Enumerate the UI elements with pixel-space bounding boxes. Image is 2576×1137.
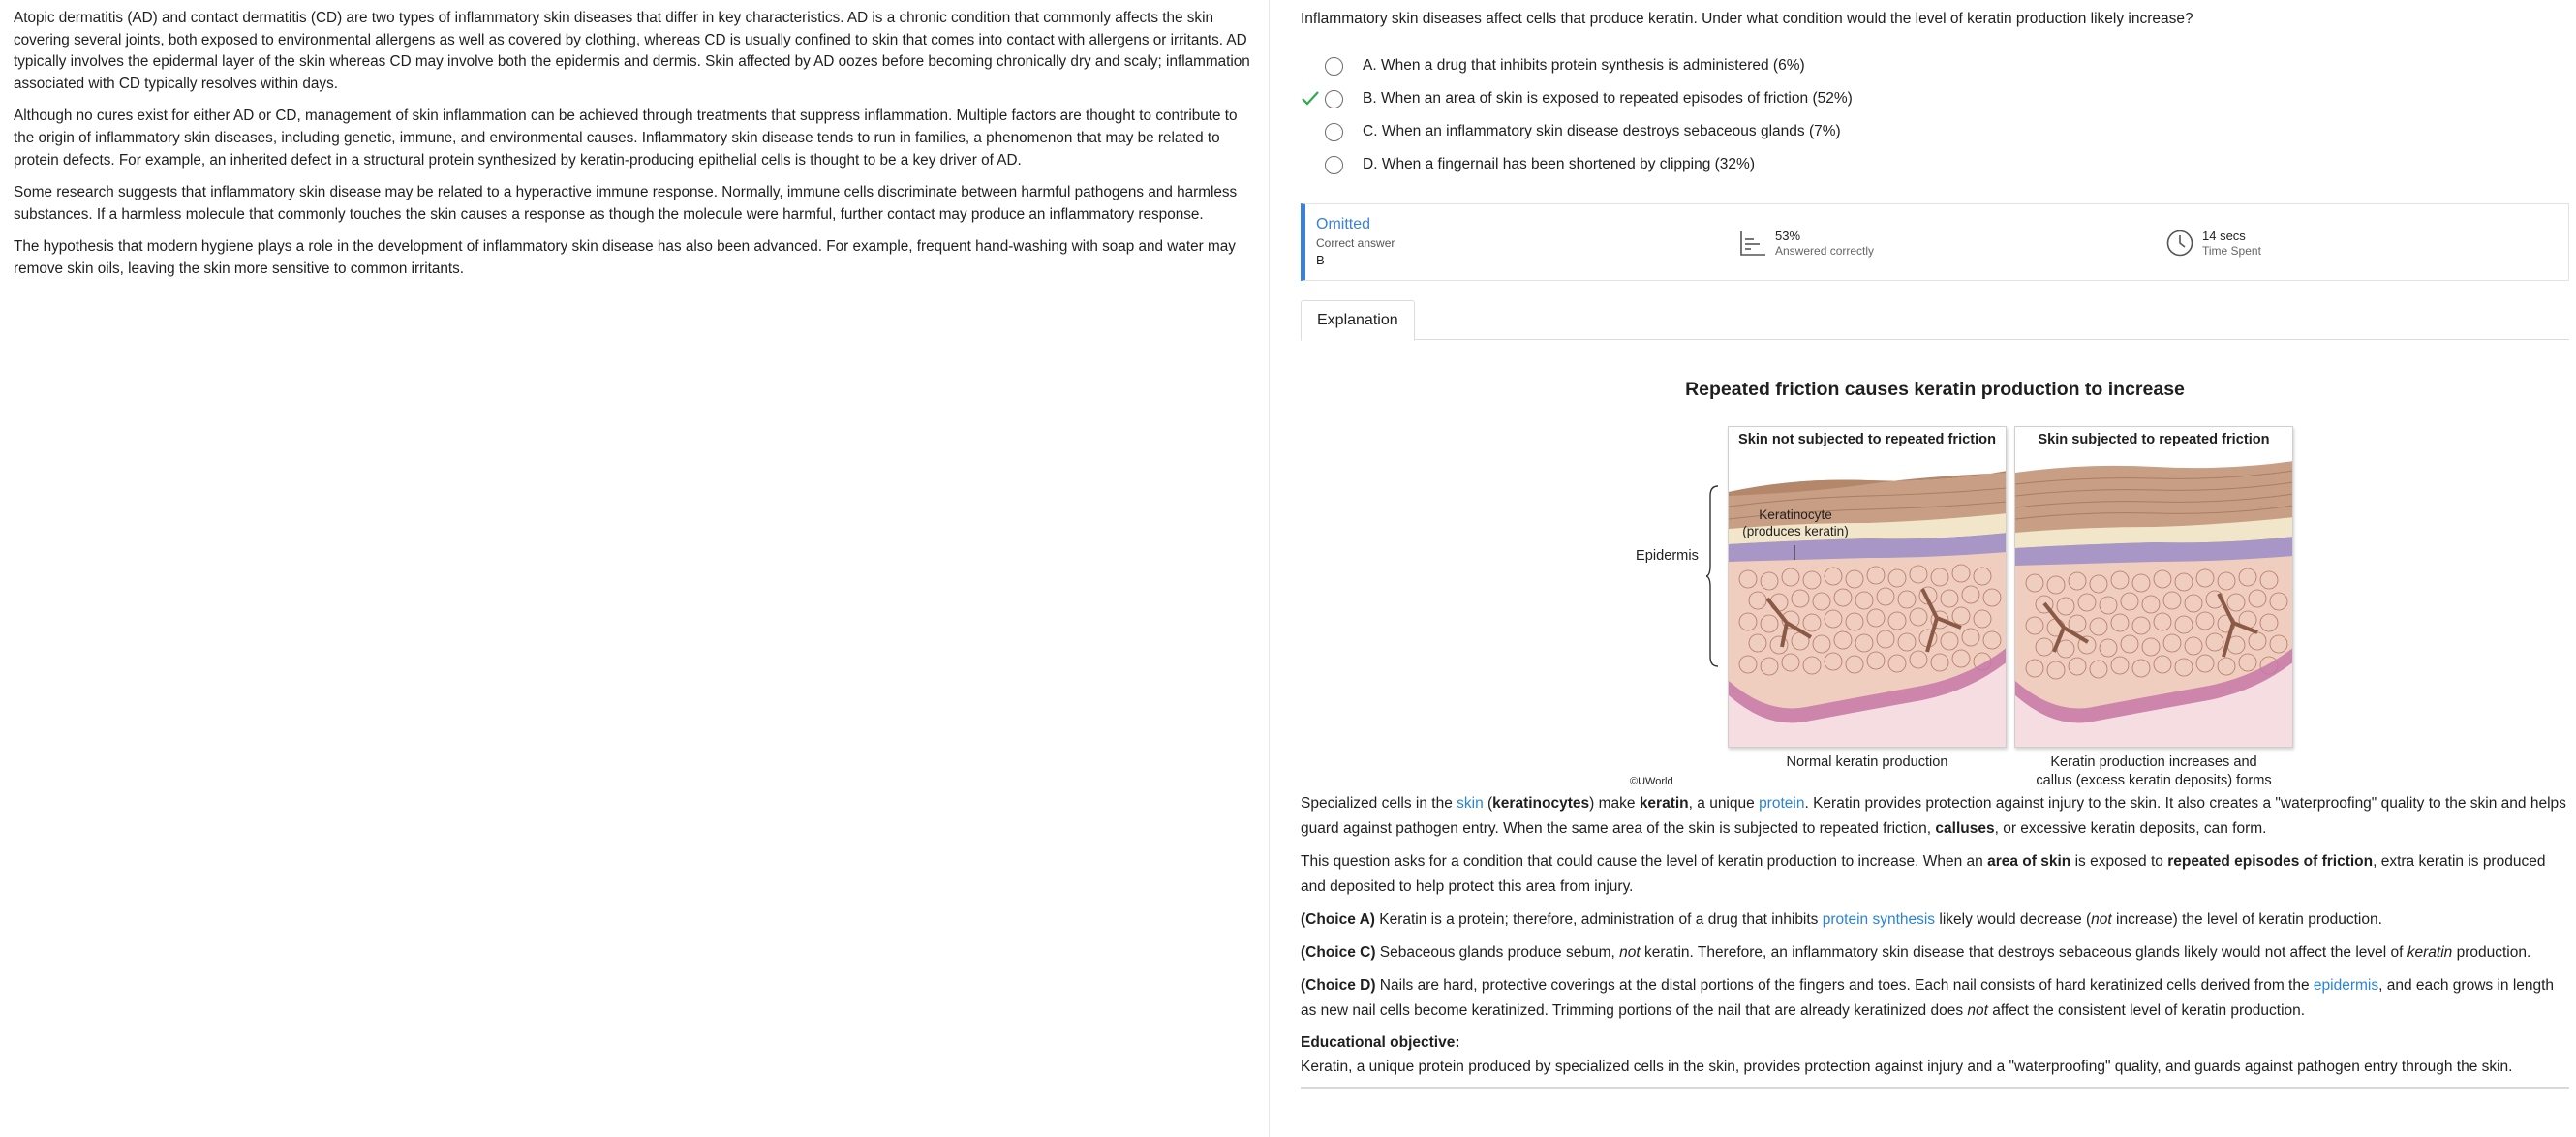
text-run: ) make — [1589, 795, 1640, 812]
clock-icon — [2165, 229, 2194, 258]
keratinocyte-label — [1723, 507, 1868, 539]
text-run: , extra keratin is produced and deposited to help protect this area from injury. — [1301, 853, 2546, 895]
copyright-notice: ©UWorld — [1630, 776, 1673, 787]
text-run: affect the consistent level of keratin production. — [1987, 1002, 2306, 1019]
choice-letter: C. — [1363, 123, 1378, 139]
panel-title: Skin subjected to repeated friction — [2015, 427, 2292, 453]
link-skin[interactable]: skin — [1457, 795, 1484, 812]
epidermis-label: Epidermis — [1636, 548, 1699, 564]
choice-letter: D. — [1363, 156, 1378, 172]
correct-answer-value: B — [1316, 253, 1325, 267]
passage-paragraph: The hypothesis that modern hygiene plays a role in the development of inflammatory skin disease has also been advanced. For example, frequent hand-washing with soap and water may remove skin oils, leaving the skin more sensitive to common irritants. — [14, 238, 1236, 277]
figure-title: Repeated friction causes keratin production to increase — [1685, 379, 2185, 400]
choice-c-explanation — [1301, 940, 2569, 966]
choice-d[interactable] — [1301, 148, 2576, 181]
choice-label: (Choice D) — [1301, 977, 1376, 994]
skin-panel-friction — [2014, 426, 2293, 748]
epidermis-brace — [1706, 484, 1720, 668]
text-run: ( — [1483, 795, 1493, 812]
bold-term: keratin — [1639, 795, 1689, 812]
text-run: keratin. Therefore, an inflammatory skin disease that destroys sebaceous glands likely would not affect the level of — [1640, 944, 2407, 961]
choice-percent: (6%) — [1772, 57, 1805, 74]
caption-friction — [2014, 753, 2293, 790]
educational-objective-title: Educational objective: — [1301, 1034, 1460, 1051]
choice-text: When a drug that inhibits protein synthesis is administered — [1380, 57, 1769, 74]
tab-bar — [1301, 300, 2569, 340]
status-label: Omitted — [1316, 216, 1371, 232]
choice-percent: (7%) — [1808, 123, 1841, 139]
choice-letter: A. — [1363, 57, 1377, 74]
italic-term: not — [2091, 911, 2112, 928]
radio-button[interactable] — [1325, 90, 1343, 108]
link-protein-synthesis[interactable]: protein synthesis — [1822, 911, 1936, 928]
choice-label: (Choice C) — [1301, 944, 1376, 961]
educational-objective-body: Keratin, a unique protein produced by specialized cells in the skin, provides protection against injury and a "waterproofing" quality, and guards against pathogen entry through the skin. — [1301, 1059, 2513, 1075]
bar-chart-icon — [1738, 229, 1767, 258]
time-spent-label: Time Spent — [2202, 244, 2261, 258]
panel-title: Skin not subjected to repeated friction — [1729, 427, 2006, 453]
percent-correct-stat — [1738, 229, 1874, 258]
caption-friction-line1: Keratin production increases and — [2050, 754, 2257, 770]
skin-panel-normal — [1728, 426, 2007, 748]
question-pane — [1271, 0, 2576, 1137]
text-run: This question asks for a condition that could cause the level of keratin production to increase. When an — [1301, 853, 1988, 870]
caption-normal: Normal keratin production — [1786, 754, 1948, 770]
time-spent-stat — [2165, 229, 2261, 258]
text-run: Keratin is a protein; therefore, administration of a drug that inhibits — [1374, 911, 1823, 928]
choice-b[interactable] — [1301, 82, 2576, 115]
choice-percent: (52%) — [1812, 90, 1853, 107]
explanation-paragraph — [1301, 849, 2569, 900]
text-run: is exposed to — [2070, 853, 2168, 870]
skin-friction-illustration — [2015, 453, 2293, 748]
radio-button[interactable] — [1325, 123, 1343, 141]
answer-choices — [1301, 49, 2576, 181]
text-run: , and each grows in length as new nail cells become keratinized. Trimming portions of the nail that are already keratinized does — [1301, 977, 2555, 1019]
text-run: . Keratin provides protection against injury to the skin. It also creates a "waterproofing" quality to the skin and helps guard against pathogen entry. When the same area of the skin is subjected to repeated friction, — [1301, 795, 2566, 837]
italic-term: not — [1619, 944, 1641, 961]
skin-normal-illustration — [1729, 453, 2007, 748]
choice-a-explanation — [1301, 907, 2569, 933]
omitted-status — [1316, 216, 1395, 267]
passage-paragraph: Some research suggests that inflammatory skin disease may be related to a hyperactive immune response. Normally, immune cells discriminate between harmful pathogens and harmless substances. If a harmless molecule that commonly touches the skin causes a response as though the molecule were harmful, further contact may produce an inflammatory response. — [14, 184, 1238, 223]
text-run: likely would decrease ( — [1935, 911, 2092, 928]
passage-pane — [0, 0, 1270, 1137]
choice-label: (Choice A) — [1301, 911, 1375, 928]
answer-stats-bar — [1301, 203, 2569, 281]
divider — [1301, 1087, 2569, 1089]
text-run: increase) the level of keratin production. — [2111, 911, 2382, 928]
italic-term: not — [1967, 1002, 1988, 1019]
keratinocyte-label-line2: (produces keratin) — [1742, 524, 1849, 538]
choice-c[interactable] — [1301, 115, 2576, 148]
radio-button[interactable] — [1325, 156, 1343, 174]
choice-text: When an area of skin is exposed to repeated episodes of friction — [1380, 90, 1809, 107]
text-run: production. — [2452, 944, 2531, 961]
text-run: , a unique — [1688, 795, 1760, 812]
tab-explanation[interactable]: Explanation — [1301, 300, 1415, 341]
question-stem: Inflammatory skin diseases affect cells that produce keratin. Under what condition would the level of keratin production likely increase? — [1301, 11, 2193, 27]
choice-a[interactable] — [1301, 49, 2576, 82]
passage-paragraph: Although no cures exist for either AD or CD, management of skin inflammation can be achieved through treatments that suppress inflammation. Multiple factors are thought to contribute to the origin of inflammatory skin diseases, including genetic, immune, and environmental causes. Inflammatory skin disease tends to run in families, a phenomenon that may be related to protein defects. For example, an inherited defect in a structural protein synthesized by keratin-producing epithelial cells is thought to be a key driver of AD. — [14, 108, 1238, 169]
passage-paragraph: Atopic dermatitis (AD) and contact dermatitis (CD) are two types of inflammatory skin diseases that differ in key characteristics. AD is a chronic condition that commonly affects the skin covering several joints, both exposed to environmental allergens as well as covered by clothing, whereas CD is usually confined to skin that comes into contact with allergens or irritants. AD typically involves the epidermal layer of the skin whereas CD may involve both the epidermis and dermis. Skin affected by AD oozes before becoming chronically dry and scaly; inflammation associated with CD typically resolves within days. — [14, 10, 1250, 92]
text-run: Specialized cells in the — [1301, 795, 1457, 812]
correct-answer-label: Correct answer — [1316, 236, 1395, 250]
italic-term: keratin — [2407, 944, 2453, 961]
link-protein[interactable]: protein — [1759, 795, 1805, 812]
choice-text: When a fingernail has been shortened by clipping — [1381, 156, 1711, 172]
percent-correct-value: 53% — [1775, 229, 1801, 243]
bold-term: repeated episodes of friction — [2167, 853, 2374, 870]
bold-term: keratinocytes — [1492, 795, 1590, 812]
percent-correct-label: Answered correctly — [1775, 244, 1875, 258]
check-mark-icon — [1301, 90, 1320, 108]
keratinocyte-label-line1: Keratinocyte — [1759, 507, 1832, 522]
explanation-text — [1301, 791, 2569, 1089]
text-run: Sebaceous glands produce sebum, — [1375, 944, 1620, 961]
caption-friction-line2: callus (excess keratin deposits) forms — [2036, 773, 2272, 788]
time-spent-value: 14 secs — [2202, 229, 2246, 243]
bold-term: calluses — [1935, 820, 1995, 837]
explanation-paragraph — [1301, 791, 2569, 842]
radio-button[interactable] — [1325, 57, 1343, 76]
link-epidermis[interactable]: epidermis — [2313, 977, 2379, 994]
choice-d-explanation — [1301, 973, 2569, 1024]
choice-text: When an inflammatory skin disease destroys sebaceous glands — [1381, 123, 1805, 139]
bold-term: area of skin — [1987, 853, 2071, 870]
text-run: , or excessive keratin deposits, can form. — [1994, 820, 2267, 837]
choice-percent: (32%) — [1714, 156, 1755, 172]
explanation-figure — [1301, 353, 2569, 788]
text-run: Nails are hard, protective coverings at the distal portions of the fingers and toes. Each nail consists of hard keratinized cells derived from the — [1375, 977, 2314, 994]
choice-letter: B. — [1363, 90, 1377, 107]
